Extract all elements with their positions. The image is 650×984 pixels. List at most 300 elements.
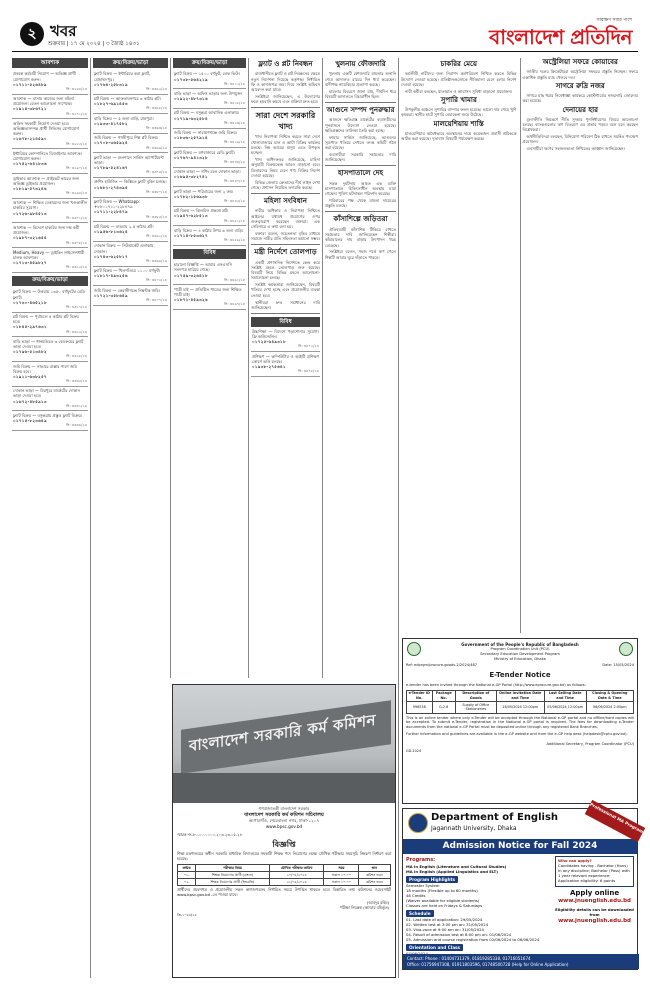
story-body bbox=[325, 117, 396, 162]
ad-ref: সি: ৩৩৯১/২৪ bbox=[146, 234, 167, 239]
story-paragraph: ব্যবসায়ীরা সরকারি সহায়তার দাবি জানিয়েছেন। bbox=[325, 151, 396, 163]
ad-phone: ০১৭১৩-৪৫৯৮২৭ bbox=[13, 260, 47, 266]
table-cell: Last Selling Date and Time bbox=[544, 690, 586, 701]
list-item: 05. Admission and course registration from 02/06/2024 to 06/06/2024 bbox=[406, 936, 540, 942]
ad-body bbox=[403, 854, 637, 962]
column-divider bbox=[248, 58, 249, 678]
story-paragraph: বক্তারা বলেন, সচেতনতা বৃদ্ধির মাধ্যমে সমাজে নারীর প্রতি সহিংসতা কমানো সম্ভব। bbox=[251, 230, 321, 242]
classified-ad bbox=[251, 327, 320, 352]
department-name: Department of English bbox=[431, 812, 559, 823]
masthead bbox=[489, 18, 632, 50]
table-cell: e-Tender ID No. bbox=[407, 690, 433, 701]
table-cell: পরীক্ষার বিষয় bbox=[195, 864, 269, 871]
contact-office: Office: 01756947308, 01911803596, 01748500728 (Help for Online Application) bbox=[407, 961, 569, 967]
ad-ref: সি: ৩৪৫১/২৪ bbox=[224, 218, 245, 223]
classified-ad bbox=[93, 134, 168, 154]
story-body bbox=[401, 107, 517, 118]
table-cell: সময় bbox=[324, 864, 359, 871]
table-cell: Package No. bbox=[432, 690, 455, 701]
org-address: আগারগাঁও, শেরেবাংলা নগর, ঢাকা-১২০৭ bbox=[248, 818, 320, 824]
table-row bbox=[407, 702, 634, 713]
table-header-row bbox=[407, 690, 634, 701]
ad-text: উচ্চশিক্ষা — বিদেশে পড়াশোনার সুযোগ। ফ্রি কাউন্সেলিং। bbox=[252, 328, 319, 339]
signboard-text: বাংলাদেশ সরকারি কর্ম কমিশন bbox=[189, 710, 376, 756]
story-body bbox=[523, 93, 639, 104]
ad-phone: ০১৬৮১-২৭৪৩৯৫ bbox=[94, 184, 128, 190]
ad-phone: ০১৭৬৪-২৫৮৩১৯ bbox=[94, 81, 128, 87]
classified-ad bbox=[93, 95, 168, 115]
list-item: (Waiver available for eligible students) bbox=[406, 897, 480, 903]
ad-ref: সি: ৩৩১৭/২৪ bbox=[66, 304, 87, 309]
story-paragraph: খাদ্য নিরাপত্তা নিশ্চিত করতে সারা দেশে খোলাবাজারে চাল ও আটা বিক্রির কার্যক্রম চলছে। নিম্ন আয়ের মানুষ এতে উপকৃত হচ্ছেন। bbox=[251, 134, 320, 156]
memo-number: স্মারক নং-৮০.০০.০০০০.২০৩.২৩.০৫.২৪ bbox=[177, 831, 242, 837]
story-body bbox=[251, 134, 320, 190]
story-headline: খুলনায় ফৌজদারি bbox=[335, 60, 386, 68]
table-header-row bbox=[178, 864, 390, 871]
tender-signer: Additional Secretary, Program Coordinator (PCU) bbox=[546, 742, 634, 747]
date-line: শুক্রবার | ১৭ মে ২০২৪ | ৩ জ্যৈষ্ঠ ১৪৩১ bbox=[48, 41, 140, 47]
table-cell: 998538 bbox=[407, 702, 433, 713]
ad-text: পাত্রী চাই — প্রতিষ্ঠিত পাত্রের জন্য শিক্ষিত পাত্রী চাই। bbox=[174, 286, 242, 298]
university-logo-icon bbox=[408, 813, 428, 833]
ad-ref: সি: ৩৪৫৬/২৪ bbox=[224, 238, 245, 243]
ad-phone: ০১৬৭৮-২১৪৫৯০ bbox=[13, 136, 47, 142]
ad-ref: সি: ৩৩২২/২৪ bbox=[66, 329, 87, 334]
section-name: খবর bbox=[50, 22, 77, 40]
classified-ad bbox=[12, 119, 88, 149]
ad-ref: সি: ৩৩৬৩/২৪ bbox=[146, 126, 167, 131]
story-body bbox=[325, 71, 396, 99]
column-heading: বিবিধ bbox=[173, 249, 246, 259]
story-paragraph: নারীর অধিকার ও নিরাপত্তা নিশ্চিতে আইনের যথাযথ প্রয়োগের ওপর গুরুত্বারোপ করেছেন বক্তারা। এক সেমিনারে এ কথা বলা হয়। bbox=[251, 208, 320, 230]
table-row bbox=[178, 871, 390, 878]
story-paragraph: সংশ্লিষ্ট কর্মকর্তারা জানিয়েছেন, বিষয়টি খতিয়ে দেখা হচ্ছে এবং প্রয়োজনীয় ব্যবস্থা নেওয়া হবে। bbox=[251, 282, 320, 298]
classified-ad bbox=[12, 411, 88, 431]
table-cell: ০২. bbox=[178, 879, 195, 886]
story-paragraph: সংশ্লিষ্টরা বলেন, সহজ শর্তে ঋণ পেলে শিল্পটি আবার ঘুরে দাঁড়াতে পারবে। bbox=[325, 249, 396, 260]
ad-header bbox=[403, 801, 645, 839]
ad-ref: সি: ৩৪২৯/২৪ bbox=[224, 140, 245, 145]
ad-text: ফ্ল্যাট বিক্রয় — Whatsapp: +৮৮০১৭১১-২২৮৪৭৯ bbox=[94, 199, 141, 210]
ad-ref: সি: ৩৩৯৬/২৪ bbox=[146, 258, 167, 263]
who-apply-text: Candidates having - Bachelor (Hons) in any discipline; Bachelor (Pass) with 1 year relevant experience; Application eligibility: 6 points bbox=[558, 863, 630, 883]
table-cell: শিক্ষক নিয়োগের প্রার্থী (ইংরেজি) bbox=[195, 879, 269, 886]
divider bbox=[251, 107, 320, 108]
signer-title: পরীক্ষা নিয়ন্ত্রক (ক্যাডার বহির্ভূত) bbox=[339, 904, 389, 910]
ad-phone: ০১৭১৯-৬৩২৫৮৪ bbox=[174, 115, 208, 121]
table-cell: কমিশন ভবন bbox=[359, 871, 390, 878]
program-ribbon: Professional MA Program bbox=[585, 800, 645, 842]
table-cell: ২০/০৫/২০২৪ bbox=[269, 871, 323, 878]
story-paragraph: মালয়েশিয়ায় অবৈধভাবে অবস্থানের দায়ে কয়েকজন প্রবাসী শ্রমিককে আটক করা হয়েছে। দূতাবাস বিষয়টি পর্যবেক্ষণ করছে। bbox=[401, 130, 517, 142]
tender-body: This is an online tender where only e-Tender will be accepted through the National e-GP portal and no offline/hard copies will be accepted. To submit e-Tender, registration in the National e-GP portal is required. The fees for downloading e-Tender documents from the national e-GP Portal must be deposited online through any registered Bank Branches. bbox=[406, 715, 634, 729]
story-headline: ফ্ল্যাট ও প্লট নিবন্ধন bbox=[258, 60, 313, 68]
story-paragraph: নারী কর্মীরা বলছেন, যাতায়াত ও আবাসন সুবিধা বাড়ানো প্রয়োজন। bbox=[405, 88, 513, 94]
ad-phone: ০১৮৭১-৪৫৯৩২৬ bbox=[174, 297, 208, 303]
classified-ad bbox=[173, 129, 246, 149]
classified-ad bbox=[173, 261, 246, 286]
ad-text: হারানো বিজ্ঞপ্তি — আমার এসএসসি সনদপত্র হারিয়ে গেছে। bbox=[174, 262, 232, 273]
gov-line: Ministry of Education, Dhaka bbox=[494, 656, 546, 661]
ad-text: আবশ্যক — বাসায় কাজের জন্য মহিলা প্রয়োজন। বেতন আলোচনা সাপেক্ষে। bbox=[13, 96, 75, 107]
classified-ad bbox=[173, 187, 246, 207]
org-line: গণপ্রজাতন্ত্রী বাংলাদেশ সরকার bbox=[258, 806, 310, 811]
ad-text: ফ্ল্যাট বিক্রয় — মগবাজারে রেডি ফ্ল্যাট। bbox=[174, 149, 235, 155]
schedule-list bbox=[406, 918, 552, 943]
divider bbox=[251, 193, 320, 194]
divider bbox=[325, 165, 396, 166]
page-number: ২ bbox=[20, 22, 44, 46]
classified-ad bbox=[93, 222, 168, 242]
programs-label: Programs: bbox=[406, 857, 436, 864]
memo-date: Date: 15/05/2024 bbox=[602, 663, 634, 668]
story-paragraph: অর্থনীতিবিদরা বলছেন, বিনিয়োগ পরিবেশ ঠিক রাখতে সমন্বিত পদক্ষেপ প্রয়োজন। bbox=[522, 134, 638, 145]
classified-ad bbox=[173, 285, 246, 310]
bpsc-notice bbox=[172, 684, 396, 978]
classified-list bbox=[12, 70, 88, 273]
classified-list bbox=[173, 261, 246, 310]
ad-phone: ০১৯৫৬-৮১৩৬২৪ bbox=[94, 228, 128, 234]
ad-phone: ০১৮১৯-৫৭৩২৪৬ bbox=[13, 185, 47, 191]
contact-phones: Contact: Phone : 01404731379, 01819285338, 01716051674 bbox=[407, 956, 531, 962]
ad-ref: সি: ৩৪১৮/২৪ bbox=[224, 101, 245, 106]
orientation-label: Orientation and Class bbox=[406, 944, 463, 951]
table-row bbox=[178, 879, 390, 886]
ad-phone: ০১৭১৫-৮২৩৬৪৯ bbox=[13, 418, 47, 424]
list-item: 01. Last date of application: 29/05/2024 bbox=[406, 917, 483, 923]
table-cell: স্থান bbox=[359, 864, 390, 871]
story-headline: মন্ত্রী নির্দেশে তোলপাড় bbox=[254, 248, 317, 257]
schedule-table bbox=[177, 864, 390, 887]
highlights-label: Program Highlights bbox=[406, 876, 458, 883]
story-paragraph: মামলার বিবরণে জানা যায়, দীর্ঘদিন ধরে বিষয়টি আদালতে বিচারাধীন ছিল। bbox=[325, 88, 396, 99]
classified-ad bbox=[173, 168, 246, 188]
program-item: MA in English (Applied Linguistics and ELT) bbox=[406, 868, 498, 874]
table-cell: ২১/০৫/২০২৪ bbox=[269, 879, 323, 886]
ad-phone: ০১৭০৮-৩৬৫৯২৪ bbox=[94, 140, 128, 146]
ad-phone: ০১৮২৭-৬৯১৪৫৩ bbox=[94, 101, 128, 107]
ad-ref: সি: ৩৪৭৮/২৪ bbox=[298, 369, 319, 374]
gov-line: Program Coordination Unit (PCU) bbox=[490, 647, 550, 652]
table-cell: সকাল ১০:০০ bbox=[324, 871, 359, 878]
classified-ad bbox=[173, 89, 246, 109]
list-item: Classes are held on Fridays & Saturdays bbox=[406, 902, 483, 908]
classified-ad bbox=[12, 362, 88, 387]
column-heading: বিবিধ bbox=[251, 317, 320, 327]
table-cell: মৌখিক পরীক্ষার তারিখ bbox=[269, 864, 323, 871]
ad-text: ফ্ল্যাট বিক্রয় — বসুন্ধরায় প্রস্তুত ফ্ল্যাট বিক্রয়। bbox=[13, 412, 83, 418]
list-item: 04. Result of admission test at 8:00 pm on: 01/06/2024 bbox=[406, 931, 512, 937]
ad-text: প্লট বিক্রয় — ঝিলমিল প্রকল্পে প্লট। bbox=[174, 208, 229, 214]
ad-text: প্লট বিক্রয় — আফতাবনগরে ৩ কাঠার প্লট। bbox=[94, 96, 161, 102]
signer-block bbox=[173, 898, 395, 910]
ad-text: দোকান ভাড়া — শপিং মলে দোকান ভাড়া। bbox=[174, 169, 241, 175]
story-paragraph: একটি প্রশাসনিক নির্দেশকে কেন্দ্র করে সংশ্লিষ্ট মহলে তোলপাড় শুরু হয়েছে। বিষয়টি নিয়ে বিভিন্ন মহলে আলোচনা-সমালোচনা চলছে। bbox=[251, 259, 320, 281]
story-paragraph: সড়ক দুর্ঘটনায় আহত এক ব্যক্তি হাসপাতালে চিকিৎসাধীন অবস্থায় মারা গেছেন। পুলিশ ঘটনাস্থল পরিদর্শন করেছে। bbox=[325, 180, 396, 197]
ad-text: জমি বিক্রয় — গাজীপুরে শিল্প প্লট বিক্রয়। bbox=[94, 135, 159, 141]
table-cell: শিক্ষক নিয়োগের প্রার্থী (বাংলা) bbox=[195, 871, 269, 878]
column-divider bbox=[398, 58, 399, 978]
ad-ref: সি: ৩৩২৮/২৪ bbox=[66, 354, 87, 359]
classified-ad bbox=[12, 149, 88, 174]
apply-url-link[interactable]: www.jnuenglish.edu.bd bbox=[558, 897, 631, 904]
ad-text: দোকান বিক্রয় — নিউমার্কেট এলাকায় দোকান। bbox=[94, 243, 154, 254]
story-body bbox=[523, 69, 639, 80]
classified-ad bbox=[12, 95, 88, 120]
ad-phone: ০১৭২১-৩৫৮৬৪৯ bbox=[94, 292, 128, 298]
ad-text: Medium, Heavy — ড্রাইভিং লাইসেন্সধারী চালক আবশ্যক। bbox=[13, 249, 85, 260]
classified-ad bbox=[93, 153, 168, 178]
classified-ad bbox=[93, 242, 168, 267]
story-paragraph: বিভিন্ন জেলায় ক্রেতাদের দীর্ঘ লাইন দেখা গেছে। প্রশাসন নিয়মিত তদারকি করছে। bbox=[251, 179, 320, 190]
classified-ad bbox=[93, 198, 168, 223]
story-body bbox=[251, 260, 320, 310]
column-divider bbox=[90, 58, 91, 978]
ad-phone: ০১৮৪৫-২৯৭৬৩১ bbox=[13, 324, 47, 330]
program-item: MA in English (Literature and Cultural Studies) bbox=[406, 863, 507, 869]
who-apply-label: Who can apply? bbox=[558, 858, 592, 864]
gov-line: Secondary Education Development Program bbox=[480, 651, 560, 656]
highlights-list bbox=[406, 884, 552, 909]
ad-text: ফ্ল্যাট বিক্রয় — উত্তরায় ১৩৫০ বর্গফুটের রেডি ফ্ল্যাট। bbox=[13, 289, 86, 300]
classified-ad bbox=[12, 248, 88, 273]
ad-text: ফ্ল্যাট ভাড়া — গুলশানে সার্ভিস অ্যাপার্টমেন্ট ভাড়া। bbox=[94, 154, 164, 165]
classified-ad bbox=[173, 207, 246, 227]
story-headline: মহিলা সংবিধান bbox=[264, 197, 307, 206]
memo-number: Ref: edprgm/procure-goods-2/2024/487 bbox=[406, 663, 478, 668]
ad-text: প্লট বিক্রয় — বসুন্ধরা আবাসিক এলাকায়। bbox=[174, 110, 240, 116]
ad-ref: জি-১০৫৪/২৪ bbox=[177, 912, 197, 917]
ad-text: দোকান ভাড়া — মিরপুরে মার্কেটের দোকান ভাড়া দেওয়া হবে। bbox=[13, 388, 80, 399]
column-heading: আবশ্যক bbox=[12, 58, 88, 68]
classified-column-2 bbox=[93, 58, 168, 978]
column-heading: ক্রয়/বিক্রয়/ভাড়া bbox=[12, 276, 88, 286]
eligibility-text: Eligibility details can be downloaded from bbox=[555, 907, 634, 918]
classified-list bbox=[173, 70, 246, 246]
classified-ad bbox=[12, 288, 88, 313]
story-body bbox=[523, 117, 639, 152]
story-paragraph: কর্মজীবী নারীদের জন্য নিরাপদ কর্মপরিবেশ নিশ্চিত করতে বিভিন্ন উদ্যোগ নেওয়া হয়েছে। প্রতিষ্ঠানগুলোকে নীতিমালা মেনে চলার নির্দেশ দেওয়া হয়েছে। bbox=[401, 71, 517, 87]
list-item: 48 Credits bbox=[406, 892, 426, 898]
story-paragraph: রাজধানীতে ফ্ল্যাট ও প্লট নিবন্ধনের ক্ষেত্রে নতুন নির্দেশনা দিয়েছে কর্তৃপক্ষ। নির্ধারিত ফি ও কাগজপত্র জমা দিয়ে সংশ্লিষ্ট অফিসে আবেদন করা যাবে। bbox=[251, 71, 320, 93]
admission-notice-title: Admission Notice for Fall 2024 bbox=[403, 839, 637, 854]
story-paragraph: খাদ্য অধিদফতর জানিয়েছে, চাহিদা অনুযায়ী বিক্রয়কেন্দ্র আরও বাড়ানো হবে। ডিলারদের নিয়ম মেনে পণ্য বিক্রির নির্দেশ দেওয়া হয়েছে। bbox=[251, 156, 320, 178]
ad-ref: সি: ৩৩৫৮/২৪ bbox=[146, 106, 167, 111]
table-cell: 16/05/2024 12:00pm bbox=[496, 702, 544, 713]
classified-list bbox=[251, 327, 320, 376]
story-headline: দেনায়ের হার bbox=[562, 105, 598, 114]
story-body bbox=[325, 227, 396, 260]
ad-ref: সি: ৩৪৪৫/২৪ bbox=[224, 199, 245, 204]
ad-phone: ০১৬৯৫-৩৮২৭৪১ bbox=[174, 174, 208, 180]
ad-text: ফ্ল্যাট বিক্রয় — ১৫০০ বর্গফুট, লেক ভিউ। bbox=[174, 71, 241, 77]
ad-ref: সি: ৩৪৬৭/২৪ bbox=[224, 302, 245, 307]
ad-phone: ০১৭১৪-৮৫৩৬২৭ bbox=[174, 232, 208, 238]
ad-phone: ০১৯২২-৪৮৭৩১৬ bbox=[174, 96, 208, 102]
story-paragraph: স্থানীয়রা দ্রুত সমাধানের দাবি জানিয়েছেন। bbox=[251, 299, 320, 310]
ad-text: ফ্ল্যাট বিক্রয় — ইন্টারিয়র করা ফ্ল্যাট, মোহাম্মদপুর। bbox=[94, 71, 151, 82]
story-body bbox=[401, 131, 517, 142]
story-headline: অস্ট্রেলিয়া সফরে কোয়াবের bbox=[542, 58, 618, 66]
ad-ref: সি: ৩৪৪০/২৪ bbox=[224, 179, 245, 184]
story-paragraph: মূল্যস্ফীতি নিয়ন্ত্রণে নীতি সুদহার পুনর্নির্ধারণের বিষয়ে আলোচনা চলছে। ব্যাংকগুলোর ঋণ বিতরণে এর প্রভাব পড়বে বলে মনে করছেন বিশ্লেষকরা। bbox=[522, 116, 638, 133]
table-cell: ক্রমিক bbox=[178, 864, 195, 871]
classified-ad bbox=[93, 178, 168, 198]
news-column-4 bbox=[251, 58, 320, 678]
masthead-title: বাংলাদেশ প্রতিদিন bbox=[489, 24, 632, 49]
ad-text: ড্রাইভার আবশ্যক — প্রাইভেট কারের জন্য অভিজ্ঞ ড্রাইভার প্রয়োজন। bbox=[13, 175, 80, 186]
contact-bar bbox=[403, 954, 639, 969]
ad-phone: ০১৭১১-৫২৬৪৮৯ bbox=[13, 81, 47, 87]
ad-text: আবশ্যক — শিক্ষিত বেকারদের জন্য খণ্ডকালীন চাকরির সুযোগ। bbox=[13, 200, 88, 211]
story-headline: কাঁসাশিল্পে জড়িতরা bbox=[333, 215, 388, 224]
story-paragraph: ফায়ার সার্ভিস জানিয়েছে, আগুনের সূত্রপাত খতিয়ে দেখতে তদন্ত কমিটি গঠন করা হয়েছে। bbox=[325, 134, 396, 151]
e-tender-notice bbox=[402, 638, 638, 804]
ad-text: জমি বিক্রয় — সাভারে রাস্তার পাশে জমি বিক্রয় হবে। bbox=[13, 363, 77, 374]
classified-ad bbox=[173, 70, 246, 90]
story-paragraph: পরিবারের পক্ষ থেকে মামলা দায়েরের প্রস্তুতি চলছে। bbox=[325, 197, 396, 209]
table-cell: Supply of Office Stationeries bbox=[455, 702, 496, 713]
ad-ref: সি: ৩৩০১/২৪ bbox=[66, 215, 87, 220]
tender-footer: Further information and guidelines are available in the e-GP website and from the e-GP help desk (helpdesk@cptu.gov.bd). bbox=[406, 731, 628, 736]
classified-ad bbox=[93, 70, 168, 95]
ad-ref: সি: ৩৪০৭/২৪ bbox=[146, 297, 167, 302]
column-divider bbox=[322, 58, 323, 678]
ad-phone: ০১৯১১-৬৩৮২৫৭ bbox=[13, 373, 47, 379]
eligibility-url-link[interactable]: www.jnuenglish.edu.bd bbox=[558, 917, 631, 924]
classified-ad bbox=[93, 114, 168, 134]
story-paragraph: আগুনে ক্ষতিগ্রস্ত মার্কেটের ব্যবসায়ীদের পুনর্বাসনে উদ্যোগ নেওয়া হয়েছে। ক্ষতিগ্রস্তদের তালিকা তৈরি করা হচ্ছে। bbox=[325, 117, 396, 133]
notice-intro: শিক্ষা মন্ত্রণালয়ের অধীন সরকারি মাধ্যমিক বিদ্যালয়ের সহকারী শিক্ষক পদে নিয়োগের লক্ষ্যে মৌখিক পরীক্ষার সময়সূচি নিম্নরূপ নির্ধারণ করা হয়েছে: bbox=[177, 850, 391, 861]
ad-ref: সি: ৩৩৫২/২৪ bbox=[146, 86, 167, 91]
table-cell: G-2.8 bbox=[432, 702, 455, 713]
story-body bbox=[251, 208, 320, 241]
ad-text: প্লট বিক্রয় — বাড্ডায় ২.৫ কাঠার প্লট। bbox=[94, 223, 154, 229]
ad-phone: ০১৯৮৭-৩২১৬৫৪ bbox=[13, 235, 47, 241]
classified-column-3 bbox=[173, 58, 246, 678]
tender-intro: e-tender has been invited through the National e-GP Portal (http://www.eprocure.gov.bd) as follows: bbox=[406, 682, 586, 687]
story-paragraph: ব্যবসায়ীরা ঋণের সহজলভ্যতা নিশ্চিতের আহ্বান জানিয়েছেন। bbox=[526, 146, 625, 152]
ad-phone: ০১৭১১-২২৮৪৭৯ bbox=[94, 209, 128, 215]
tender-title: E-Tender Notice bbox=[489, 670, 551, 679]
ad-ref: সি: ৩৪৩৪/২৪ bbox=[224, 159, 245, 164]
classified-ad bbox=[93, 286, 168, 306]
org-name: বাংলাদেশ সরকারি কর্ম কমিশন সচিবালয় bbox=[244, 811, 324, 818]
story-headline: চাকরির মেয়ে bbox=[440, 60, 477, 68]
ad-ref: সি: ৩৪৭২/২৪ bbox=[298, 344, 319, 349]
story-headline: হাসপাতালে দেহ bbox=[337, 169, 384, 178]
ad-text: ফ্ল্যাট ভাড়া — পরিবারের জন্য ২ রুম। bbox=[174, 188, 234, 194]
classified-ad bbox=[173, 226, 246, 246]
ad-text: প্লট বিক্রয় — পূর্বাচলে ৫ কাঠার প্লট বিক্রয় হবে। bbox=[13, 314, 79, 325]
table-body bbox=[178, 871, 390, 886]
ad-phone: ০১৯৪৭-৬২৮৫১৩ bbox=[174, 213, 208, 219]
ad-ref: সি: ৩২৮৫/২৪ bbox=[66, 141, 87, 146]
story-paragraph: খুলনায় একটি ফৌজদারি মামলার শুনানি শেষে আদালত রায়ের দিন ধার্য করেছেন। বাদীপক্ষ ন্যায়বিচার প্রত্যাশা করছে। bbox=[325, 71, 396, 87]
ad-ref: সি: ৩৩৮৫/২৪ bbox=[146, 214, 167, 219]
list-item: 02. Written test at 3:00 pm on: 31/05/2024 bbox=[406, 922, 489, 928]
memo-row bbox=[406, 663, 634, 668]
ad-text: প্রকল্পে কর্মচারী নিয়োগ — অভিজ্ঞ প্রার্থী যোগাযোগ করুন। bbox=[13, 71, 76, 82]
ad-phone: ০১৭৪৩-৬২৫৮১৭ bbox=[94, 253, 128, 259]
classified-list bbox=[93, 70, 168, 306]
ad-ref: সি: ৩৩৩৫/২৪ bbox=[66, 379, 87, 384]
classified-ad bbox=[12, 337, 88, 362]
page-header bbox=[12, 18, 638, 52]
story-headline: সারা দেশে সরকারি খাদ্য bbox=[255, 111, 316, 131]
ad-phone: ০১৭৮২-১৫৬৯৩৮ bbox=[174, 193, 208, 199]
classified-ad bbox=[12, 223, 88, 248]
signer-name: (আবদুর রহিম) bbox=[366, 900, 389, 906]
ad-ref: সি: ৩৩০৮/২৪ bbox=[66, 240, 87, 245]
ad-ref: সি: ৩২৯০/২৪ bbox=[66, 166, 87, 171]
schedule-label: Schedule bbox=[406, 910, 434, 917]
ad-text: প্রশিক্ষণ — কম্পিউটার ও আইটি প্রশিক্ষণ কোর্সে ভর্তি চলছে। bbox=[252, 353, 319, 364]
ad-ref: সি: ৩৪২৩/২৪ bbox=[224, 120, 245, 125]
apply-online-label: Apply online bbox=[569, 888, 620, 897]
ad-ref: সি: ৩৩৪১/২৪ bbox=[66, 403, 87, 408]
story-headline: সাগরে রুদ্রি নজর bbox=[555, 81, 605, 90]
ad-phone: ০১৭৬৭-৯৪১৩২৮ bbox=[174, 154, 208, 160]
gov-line: Government of the People's Republic of Bangladesh bbox=[461, 642, 579, 647]
news-column-6 bbox=[401, 58, 638, 633]
classified-ad bbox=[93, 267, 168, 287]
table-cell: Online Invitation Date and Time bbox=[496, 690, 544, 701]
list-item: 03. Viva-voce at 9:00 am on: 31/05/2024 bbox=[406, 926, 484, 932]
ad-phone: ০১৭৩০-৪৬৫২১৮ bbox=[13, 299, 47, 305]
who-apply-box bbox=[555, 856, 634, 887]
ad-text: বাড়ি বিক্রয় — ৪ কাঠার উপর ৬ তলা বাড়ি। bbox=[174, 227, 244, 233]
ad-right bbox=[555, 856, 634, 957]
classified-column-1 bbox=[12, 58, 88, 978]
classified-ad bbox=[12, 70, 88, 95]
classified-ad bbox=[251, 352, 320, 377]
column-heading: ক্রয়/বিক্রয়/ভাড়া bbox=[93, 58, 168, 68]
wall bbox=[173, 773, 395, 803]
ad-ref: সি: ৩৩৭৪/২৪ bbox=[146, 170, 167, 175]
notice-title: বিজ্ঞপ্তি bbox=[272, 839, 296, 849]
admission-ad bbox=[402, 801, 645, 970]
story-paragraph: সাগরে মাছ ধরার নিষেধাজ্ঞা কার্যকরে কোস্টগার্ডের নজরদারি জোরদার করা হয়েছে। bbox=[522, 93, 638, 104]
classified-ad bbox=[12, 199, 88, 224]
ad-ref: সি: ৩৩৪৬/২৪ bbox=[66, 423, 87, 428]
university-name: Jagannath University, Dhaka bbox=[431, 824, 517, 832]
classified-ad bbox=[173, 148, 246, 168]
tender-table bbox=[406, 690, 634, 714]
ad-phone: ০১৭৮৯-৫২৪১৬৭ bbox=[94, 165, 128, 171]
classified-ad bbox=[173, 109, 246, 129]
divider bbox=[325, 102, 396, 103]
ad-phone: ০১৭২৫-৬৪৯৩১৮ bbox=[252, 339, 286, 345]
ad-phone: ০১৭৩৮-৫৬৪২১৯ bbox=[174, 76, 208, 82]
classified-list bbox=[12, 288, 88, 431]
org-website: www.bpsc.gov.bd bbox=[265, 824, 303, 830]
column-divider bbox=[170, 58, 171, 678]
table-cell: Closing & Opening Date & Time bbox=[586, 690, 633, 701]
ad-text: জমি বিক্রয় — কেরানীগঞ্জে নিষ্কণ্টক জমি। bbox=[94, 287, 161, 293]
ad-text: জমি বিক্রয় — নারায়ণগঞ্জে জমি বিক্রয়। bbox=[174, 130, 238, 136]
table-cell: ০১. bbox=[178, 871, 195, 878]
table-cell: Description of Goods bbox=[455, 690, 496, 701]
story-headline: আগুনে সম্পদ পুনরুদ্ধার bbox=[326, 106, 395, 115]
divider bbox=[251, 244, 320, 245]
column-heading: ক্রয়/বিক্রয়/ভাড়া bbox=[173, 58, 246, 68]
story-paragraph: ঐতিহ্যবাহী কাঁসাশিল্প টিকিয়ে রাখতে সহায়তার দাবি জানিয়েছেন শিল্পীরা। কাঁচামালের দাম বাড়ায় উৎপাদন খরচ বেড়েছে। bbox=[325, 226, 396, 248]
masthead-tagline: সারাক্ষণ সবার পাশে bbox=[596, 18, 632, 23]
ad-text: ইন্টারিয়র কোম্পানিতে ডিজাইনার আবশ্যক। যোগাযোগ করুন। bbox=[13, 150, 82, 161]
ad-phone: ০১৯৩৩-৪১৭৫৮২ bbox=[94, 120, 128, 126]
ad-phone: ০১৬৭২-৪৮৫৯১৩ bbox=[13, 398, 47, 404]
